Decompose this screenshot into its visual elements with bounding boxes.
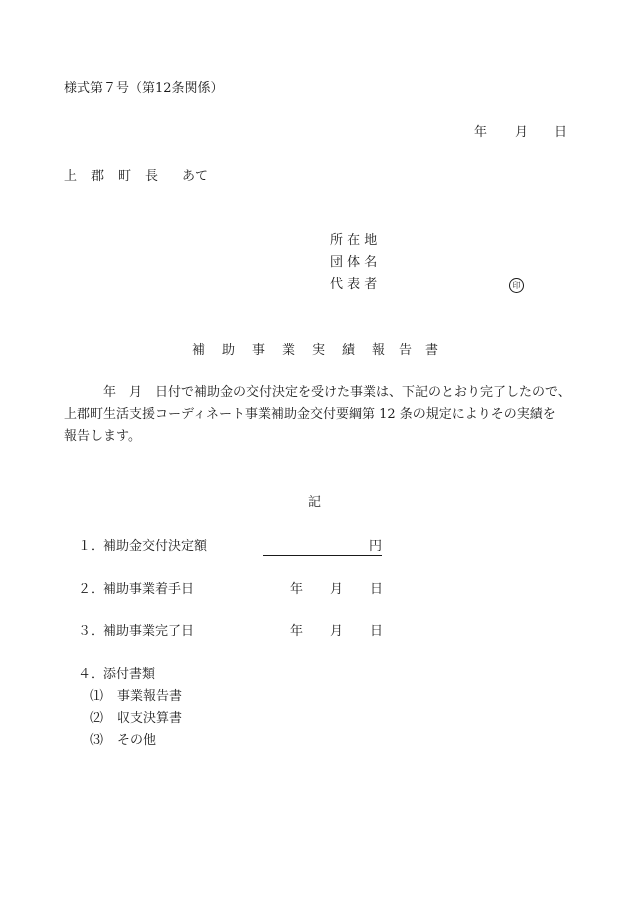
item-label: 補助事業完了日 xyxy=(103,624,195,639)
attachment-number: ⑵ xyxy=(90,711,104,726)
item-label: 補助事業着手日 xyxy=(103,582,195,597)
body-line: 上郡町生活支援コーディネート事業補助金交付要綱第 12 条の規定によりその実績を xyxy=(64,407,556,422)
org-name-label: 団 体 名 xyxy=(330,255,378,270)
addressee-suffix: あて xyxy=(182,169,209,184)
title-char: 助 xyxy=(222,343,236,358)
addressee-char: 上 xyxy=(64,169,78,184)
addressee-char: 町 xyxy=(118,169,132,184)
title-char: 補 xyxy=(192,343,206,358)
date-day: 日 xyxy=(370,624,384,639)
seal-mark-icon: 印 xyxy=(509,278,524,293)
title-char: 業 xyxy=(282,343,296,358)
ki-heading: 記 xyxy=(308,495,322,510)
title-char: 書 xyxy=(425,343,439,358)
title-char: 事 xyxy=(252,343,266,358)
date-day: 日 xyxy=(554,125,568,140)
date-month: 月 xyxy=(330,582,344,597)
amount-field xyxy=(263,538,382,556)
attachment-number: ⑶ xyxy=(90,733,104,748)
item-label: 添付書類 xyxy=(103,667,156,682)
attachment-label: 収支決算書 xyxy=(117,711,183,726)
addressee-char: 長 xyxy=(145,169,159,184)
title-char: 告 xyxy=(399,343,413,358)
addressee-char: 郡 xyxy=(91,169,105,184)
attachment-number: ⑴ xyxy=(90,689,104,704)
attachment-label: その他 xyxy=(117,733,157,748)
item-label: 補助金交付決定額 xyxy=(103,539,208,554)
body-line: 報告します。 xyxy=(64,429,141,444)
date-year: 年 xyxy=(474,125,488,140)
date-day: 日 xyxy=(370,582,384,597)
date-year: 年 xyxy=(290,624,304,639)
item-number: １． xyxy=(78,539,105,554)
form-number: 様式第７号（第12条関係） xyxy=(64,81,224,96)
title-char: 報 xyxy=(372,343,386,358)
attachment-label: 事業報告書 xyxy=(117,689,183,704)
title-char: 績 xyxy=(342,343,356,358)
date-year: 年 xyxy=(290,582,304,597)
address-label: 所 在 地 xyxy=(330,233,378,248)
item-number: ４． xyxy=(78,667,105,682)
yen-unit: 円 xyxy=(369,539,383,554)
representative-label: 代 表 者 xyxy=(330,277,378,292)
item-number: ２． xyxy=(78,582,105,597)
date-month: 月 xyxy=(330,624,344,639)
title-char: 実 xyxy=(312,343,326,358)
date-month: 月 xyxy=(515,125,529,140)
item-number: ３． xyxy=(78,624,105,639)
body-line: 年 月 日付で補助金の交付決定を受けた事業は、下記のとおり完了したので、 xyxy=(64,385,571,400)
